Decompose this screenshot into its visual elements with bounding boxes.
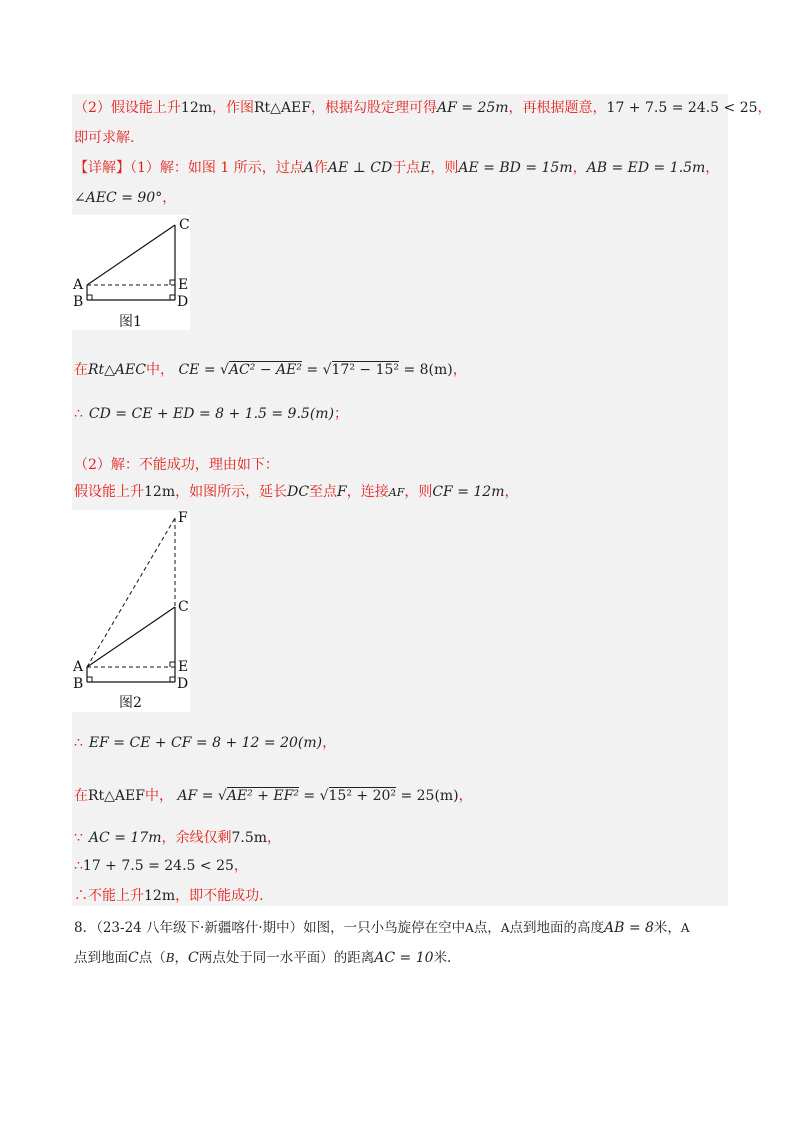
- sqrt-sign: √: [217, 788, 227, 804]
- label-e: E: [178, 277, 189, 293]
- part2-text: ，则: [404, 484, 433, 500]
- hint-af: AF = 25m: [437, 100, 509, 116]
- calc-text: 在: [74, 362, 88, 378]
- calc-af: [74, 786, 473, 806]
- detail-point: A: [303, 160, 314, 176]
- part2-text: ，如图所示，延长: [175, 484, 288, 500]
- q8-text: 米，: [653, 920, 681, 936]
- therefore-symbol: ∴: [74, 735, 83, 751]
- detail-point: E: [420, 160, 431, 176]
- figure-1: [72, 215, 190, 330]
- detail-eq: AB = ED = 1.5m: [586, 160, 706, 176]
- sqrt-sign: √: [220, 362, 229, 378]
- calc-sum: [74, 856, 248, 876]
- sqrt-sign: √: [322, 362, 332, 378]
- label-b: B: [73, 676, 84, 692]
- hint-line-2: 即可求解.: [74, 130, 135, 146]
- radicand: 17² − 15²: [331, 362, 399, 378]
- hint-text: ，作图: [212, 100, 255, 116]
- q8-text: 点（: [138, 950, 166, 966]
- detail-text: ，则: [430, 160, 459, 176]
- calc-rhs: = 8(m): [403, 362, 453, 378]
- calc-lhs: CE =: [178, 362, 216, 378]
- calc-given: [74, 828, 281, 848]
- detail-text: ，: [162, 190, 177, 206]
- q8-point: A: [465, 921, 474, 935]
- figure-2: [72, 510, 190, 712]
- calc-ce: [74, 360, 467, 380]
- label-c: C: [179, 217, 190, 233]
- calc-value: 7.5m: [231, 830, 268, 846]
- calc-eq: CD = CE + ED = 8 + 1.5 = 9.5(m): [88, 406, 335, 422]
- calc-text: ；: [334, 406, 349, 422]
- label-e: E: [178, 659, 189, 675]
- calc-text: 中，: [144, 788, 173, 804]
- detail-text: ，: [572, 160, 587, 176]
- q8-text: 点，: [473, 920, 501, 936]
- q8-text: 点到地面的高度: [509, 920, 604, 936]
- label-a: A: [73, 277, 84, 293]
- part2-text: ，: [504, 484, 519, 500]
- detail-text: 作: [313, 160, 328, 176]
- detail-line-1: [74, 158, 719, 178]
- calc-text: ，: [458, 788, 473, 804]
- calc-cd: [74, 404, 348, 424]
- detail-line-2: [74, 188, 176, 208]
- conclusion-text: ∴不能上升: [74, 888, 144, 904]
- q8-point: A: [680, 921, 690, 935]
- hint-text: ，再根据题意，: [508, 100, 607, 116]
- therefore-symbol: ∴: [74, 406, 83, 422]
- q8-ab: AB = 8: [603, 920, 654, 936]
- detail-eq: AE = BD = 15m: [458, 160, 573, 176]
- calc-text: ，: [267, 830, 282, 846]
- hint-text: （2）假设能上升: [74, 100, 181, 116]
- label-b: B: [73, 294, 84, 310]
- q8-point: C: [128, 950, 139, 966]
- hint-text: ，根据勾股定理可得: [311, 100, 437, 116]
- detail-angle: ∠AEC = 90°: [74, 190, 163, 206]
- q8-text: 两点处于同一水平面）的距离: [198, 950, 375, 966]
- figure-2-caption: 图2: [119, 695, 142, 711]
- q8-text: 点到地面: [74, 950, 128, 966]
- q8-ac: AC = 10: [374, 950, 434, 966]
- part2-cf: CF = 12m: [432, 484, 505, 500]
- question-8-line-1: [74, 918, 690, 938]
- part2-text: 假设能上升: [74, 484, 144, 500]
- part2-height: 12m: [144, 484, 176, 500]
- calc-eq: 17 + 7.5 = 24.5 < 25: [82, 858, 234, 874]
- label-d: D: [177, 676, 189, 692]
- part2-segment: DC: [287, 484, 310, 500]
- figure-1-caption: 图1: [119, 314, 142, 330]
- calc-text: ，: [452, 362, 467, 378]
- q8-point: B: [165, 951, 175, 965]
- hint-height: 12m: [180, 100, 213, 116]
- calc-text: ，余线仅剩: [161, 830, 232, 846]
- label-c: C: [178, 599, 189, 615]
- calc-text: 在: [74, 788, 88, 804]
- calc-eq: EF = CE + CF = 8 + 12 = 20(m): [88, 735, 323, 751]
- calc-triangle: Rt△AEC: [88, 362, 146, 378]
- calc-rhs: = 25(m): [400, 788, 459, 804]
- radicand: AC² − AE²: [228, 362, 302, 378]
- hint-line-1: [74, 98, 772, 118]
- detail-text: 【详解】（1）解：如图 1 所示，过点: [74, 160, 304, 176]
- conclusion-height: 12m: [144, 888, 176, 904]
- part2-point: F: [337, 484, 347, 500]
- conclusion-text: ，即不能成功.: [175, 888, 264, 904]
- calc-text: ，: [322, 735, 337, 751]
- label-d: D: [177, 294, 189, 310]
- part2-text: ，连接: [346, 484, 389, 500]
- calc-equals: =: [306, 362, 319, 378]
- sqrt-sign: √: [319, 788, 329, 804]
- therefore-symbol: ∴: [74, 858, 83, 874]
- label-a: A: [73, 659, 84, 675]
- q8-text: 8．（23-24 八年级下·新疆喀什·期中）如图，一只小鸟旋停在空中: [74, 920, 466, 936]
- calc-equals: =: [303, 788, 316, 804]
- part2-text: 至点: [309, 484, 338, 500]
- calc-eq: AC = 17m: [88, 830, 162, 846]
- q8-point: C: [188, 950, 199, 966]
- hint-triangle: Rt△AEF: [254, 100, 311, 116]
- q8-text: 米.: [433, 950, 452, 966]
- detail-perp: AE ⊥ CD: [327, 160, 393, 176]
- calc-ef: [74, 733, 336, 753]
- q8-point: A: [500, 921, 510, 935]
- conclusion: [74, 886, 264, 906]
- calc-text: ，: [233, 858, 248, 874]
- detail-text: ，: [705, 160, 720, 176]
- part2-assume: [74, 482, 518, 503]
- radicand: AE² + EF²: [226, 788, 299, 804]
- label-f: F: [178, 510, 188, 526]
- calc-triangle: Rt△AEF: [88, 788, 145, 804]
- part2-segment: AF: [388, 486, 405, 499]
- q8-text: ，: [174, 950, 189, 966]
- question-8-line-2: [74, 948, 451, 968]
- hint-inequality: 17 + 7.5 = 24.5 < 25: [606, 100, 758, 116]
- hint-text: ，: [757, 100, 772, 116]
- calc-lhs: AF =: [177, 788, 214, 804]
- calc-text: 中，: [145, 362, 174, 378]
- radicand: 15² + 20²: [328, 788, 396, 804]
- because-symbol: ∵: [74, 830, 83, 846]
- part2-heading: （2）解：不能成功，理由如下：: [74, 457, 279, 473]
- detail-text: 于点: [392, 160, 421, 176]
